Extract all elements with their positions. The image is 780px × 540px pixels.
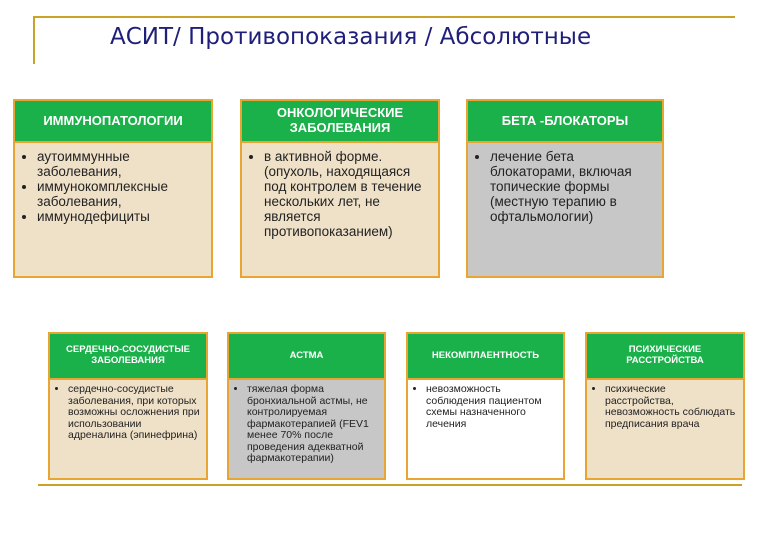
list-item: • психические расстройства, невозможность соблюдать предписания врача	[605, 384, 737, 430]
card-header: ИММУНОПАТОЛОГИИ	[13, 99, 213, 143]
card-body	[48, 380, 208, 480]
list-item: • сердечно-сосудистые заболевания, при которых возможны осложнения при использовании адреналина (эпинефрина)	[68, 384, 200, 442]
card-header: АСТМА	[227, 332, 386, 380]
list-item: • невозможность соблюдения пациентом схемы назначенного лечения	[426, 384, 557, 430]
slide-title: АСИТ/ Противопоказания / Абсолютные	[110, 24, 592, 50]
list-item: • иммунодефициты	[37, 209, 203, 224]
card-header: СЕРДЕЧНО-СОСУДИСТЫЕ ЗАБОЛЕВАНИЯ	[48, 332, 208, 380]
card-header: ОНКОЛОГИЧЕСКИЕ ЗАБОЛЕВАНИЯ	[240, 99, 440, 143]
card-header: БЕТА -БЛОКАТОРЫ	[466, 99, 664, 143]
card-body	[466, 143, 664, 278]
card-beta-blockers	[466, 99, 664, 278]
card-psychiatric	[585, 332, 745, 480]
card-immunopathology	[13, 99, 213, 278]
card-body	[13, 143, 213, 278]
bottom-rule	[38, 484, 742, 486]
card-header: НЕКОМПЛАЕНТНОСТЬ	[406, 332, 565, 380]
card-body	[240, 143, 440, 278]
list-item: • иммунокомплексные заболевания,	[37, 179, 203, 209]
card-noncompliance	[406, 332, 565, 480]
card-asthma	[227, 332, 386, 480]
card-body	[227, 380, 386, 480]
list-item: • аутоиммунные заболевания,	[37, 149, 203, 179]
card-header: ПСИХИЧЕСКИЕ РАССТРОЙСТВА	[585, 332, 745, 380]
list-item: • лечение бета блокаторами, включая топические формы (местную терапию в офтальмологии)	[490, 149, 654, 224]
list-item: • тяжелая форма бронхиальной астмы, не контролируемая фармакотерапией (FEV1 менее 70% после проведения адекватной фармакотерапии)	[247, 384, 378, 465]
card-oncology	[240, 99, 440, 278]
card-body	[585, 380, 745, 480]
card-body	[406, 380, 565, 480]
card-cardiovascular	[48, 332, 208, 480]
list-item: • в активной форме. (опухоль, находящаяся под контролем в течение нескольких лет, не является противопоказанием)	[264, 149, 430, 239]
